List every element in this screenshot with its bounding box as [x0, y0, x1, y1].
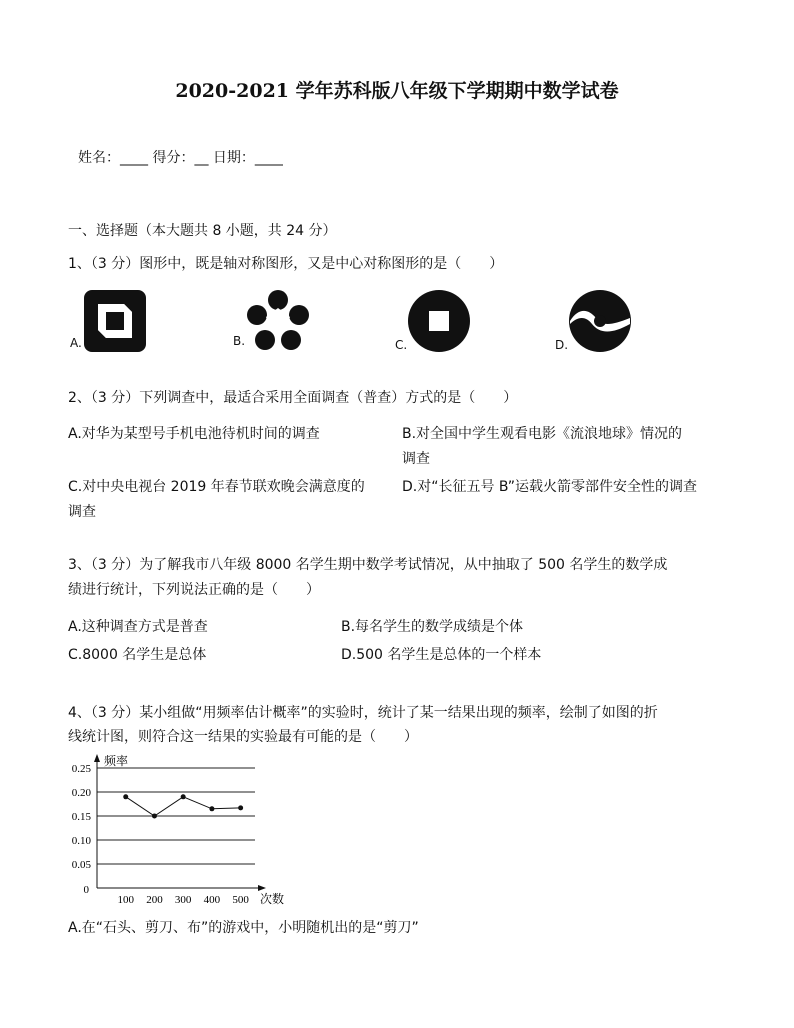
y-tick-label: 0.10	[71, 835, 91, 847]
x-tick-label: 100	[117, 894, 134, 906]
question-4-stem: 4、（3 分）某小组做“用频率估计概率”的实验时，统计了某一结果出现的频率，绘制了如图的折	[68, 705, 658, 721]
q1-option-c-label: C.	[395, 338, 408, 352]
page-title: 2020-2021 学年苏科版八年级下学期期中数学试卷	[175, 80, 619, 102]
question-3-stem: 3、（3 分）为了解我市八年级 8000 名学生期中数学考试情况，从中抽取了 500 名学生的数学成	[68, 557, 668, 573]
x-axis-label: 次数	[260, 892, 285, 906]
y-axis-arrow	[94, 754, 100, 762]
q2-option-c-cont: 调查	[68, 504, 96, 520]
series-line	[126, 797, 241, 816]
question-1-stem: 1、（3 分）图形中，既是轴对称图形，又是中心对称图形的是（ ）	[68, 256, 504, 272]
q3-option-a: A.这种调查方式是普查	[68, 619, 208, 635]
q1-option-d-label: D.	[555, 338, 569, 352]
data-point	[181, 794, 186, 799]
figure-b-pentagon-flower-icon	[246, 290, 310, 352]
x-tick-label: 200	[146, 894, 163, 906]
frequency-line-chart	[60, 748, 290, 908]
q1-option-b-label: B.	[233, 334, 246, 348]
q2-option-b: B.对全国中学生观看电影《流浪地球》情况的	[402, 426, 683, 442]
data-point	[152, 814, 157, 819]
q2-option-b-cont: 调查	[402, 451, 430, 467]
q2-option-a: A.对华为某型号手机电池待机时间的调查	[68, 426, 320, 442]
figure-a-square-shape-icon	[84, 290, 146, 352]
y-tick-label: 0.15	[71, 811, 91, 823]
q3-option-b: B.每名学生的数学成绩是个体	[341, 619, 524, 635]
origin-label: 0	[83, 884, 89, 896]
q4-option-a: A.在“石头、剪刀、布”的游戏中，小明随机出的是“剪刀”	[68, 920, 419, 936]
y-tick-label: 0.25	[71, 763, 91, 775]
x-axis-arrow	[258, 885, 266, 891]
q2-option-c: C.对中央电视台 2019 年春节联欢晚会满意度的	[68, 479, 365, 495]
question-3-stem-cont: 绩进行统计，下列说法正确的是（ ）	[68, 582, 320, 598]
data-point	[123, 794, 128, 799]
figure-d-swirl-icon	[568, 290, 632, 352]
data-point	[209, 806, 214, 811]
q3-option-d: D.500 名学生是总体的一个样本	[341, 647, 542, 663]
x-tick-label: 300	[174, 894, 192, 906]
q2-option-d: D.对“长征五号 B”运载火箭零部件安全性的调查	[402, 479, 698, 495]
student-info-line: 姓名：____ 得分：__ 日期：____	[78, 150, 283, 166]
q3-option-c: C.8000 名学生是总体	[68, 647, 207, 663]
x-tick-label: 500	[232, 894, 249, 906]
data-point	[238, 805, 243, 810]
y-tick-label: 0.20	[71, 787, 91, 799]
y-tick-label: 0.05	[71, 859, 91, 871]
q1-option-a-label: A.	[70, 336, 82, 350]
x-tick-label: 400	[203, 894, 221, 906]
y-axis-label: 频率	[104, 754, 129, 768]
figure-c-coin-icon	[408, 290, 470, 352]
question-2-stem: 2、（3 分）下列调查中，最适合采用全面调查（普查）方式的是（ ）	[68, 390, 518, 406]
question-4-stem-cont: 线统计图，则符合这一结果的实验最有可能的是（ ）	[68, 729, 418, 745]
chart-grid	[97, 768, 255, 864]
section-heading: 一、选择题（本大题共 8 小题，共 24 分）	[68, 223, 337, 239]
